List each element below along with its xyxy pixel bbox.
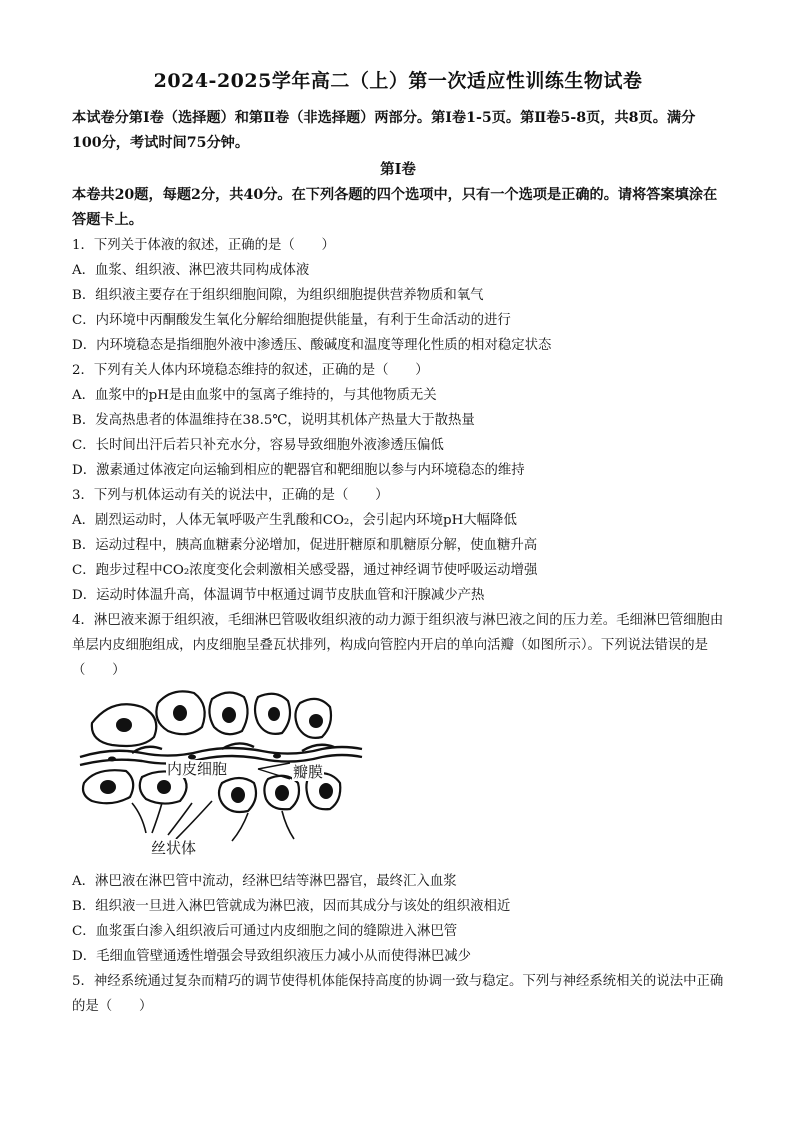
question-stem: 4．淋巴液来源于组织液，毛细淋巴管吸收组织液的动力源于组织液与淋巴液之间的压力差。毛细淋巴管细胞由单层内皮细胞组成，内皮细胞呈叠瓦状排列，构成向管腔内开启的单向活瓣（如图所示）。下列说法错误的是（ ） bbox=[72, 613, 724, 678]
option-d: D．内环境稳态是指细胞外液中渗透压、酸碱度和温度等理化性质的相对稳定状态 bbox=[72, 338, 552, 353]
option-d: D．激素通过体液定向运输到相应的靶器官和靶细胞以参与内环境稳态的维持 bbox=[72, 463, 525, 478]
label-endothelial-cell: 内皮细胞 bbox=[167, 760, 228, 778]
option-b: B．运动过程中，胰高血糖素分泌增加，促进肝糖原和肌糖原分解，使血糖升高 bbox=[72, 538, 538, 553]
lymph-capillary-figure bbox=[72, 683, 372, 863]
option-c: C．内环境中丙酮酸发生氧化分解给细胞提供能量，有利于生命活动的进行 bbox=[72, 313, 511, 328]
exam-title: 2024-2025学年高二（上）第一次适应性训练生物试卷 bbox=[153, 70, 643, 92]
option-a: A．血浆中的pH是由血浆中的氢离子维持的，与其他物质无关 bbox=[72, 388, 437, 403]
option-a: A．剧烈运动时，人体无氧呼吸产生乳酸和CO₂，会引起内环境pH大幅降低 bbox=[72, 513, 517, 528]
option-c: C．跑步过程中CO₂浓度变化会刺激相关感受器，通过神经调节使呼吸运动增强 bbox=[72, 563, 538, 578]
option-c: C．长时间出汗后若只补充水分，容易导致细胞外液渗透压偏低 bbox=[72, 438, 444, 453]
option-c: C．血浆蛋白渗入组织液后可通过内皮细胞之间的缝隙进入淋巴管 bbox=[72, 924, 458, 939]
question-3 bbox=[72, 483, 724, 608]
question-1 bbox=[72, 233, 724, 358]
question-2 bbox=[72, 358, 724, 483]
option-a: A．血浆、组织液、淋巴液共同构成体液 bbox=[72, 263, 310, 278]
exam-page bbox=[72, 68, 724, 1019]
question-stem: 1．下列关于体液的叙述，正确的是（ ） bbox=[72, 238, 335, 253]
label-valve: 瓣膜 bbox=[293, 763, 324, 781]
question-5 bbox=[72, 969, 724, 1019]
section-title: 第Ⅰ卷 bbox=[380, 161, 416, 178]
section-instructions: 本卷共20题，每题2分，共40分。在下列各题的四个选项中，只有一个选项是正确的。请将答案填涂在答题卡上。 bbox=[72, 187, 718, 228]
question-stem: 3．下列与机体运动有关的说法中，正确的是（ ） bbox=[72, 488, 389, 503]
anchoring-filaments bbox=[132, 801, 294, 841]
option-a: A．淋巴液在淋巴管中流动，经淋巴结等淋巴器官，最终汇入血浆 bbox=[72, 874, 457, 889]
exam-intro: 本试卷分第Ⅰ卷（选择题）和第Ⅱ卷（非选择题）两部分。第Ⅰ卷1-5页。第Ⅱ卷5-8页，共8页。满分100分，考试时间75分钟。 bbox=[72, 110, 696, 151]
option-b: B．发高热患者的体温维持在38.5℃，说明其机体产热量大于散热量 bbox=[72, 413, 475, 428]
option-d: D．毛细血管壁通透性增强会导致组织液压力减小从而使得淋巴减少 bbox=[72, 949, 472, 964]
option-b: B．组织液主要存在于组织细胞间隙，为组织细胞提供营养物质和氧气 bbox=[72, 288, 484, 303]
option-d: D．运动时体温升高，体温调节中枢通过调节皮肤血管和汗腺减少产热 bbox=[72, 588, 485, 603]
question-4 bbox=[72, 608, 724, 969]
label-anchoring-filament: 丝状体 bbox=[151, 839, 197, 857]
question-stem: 2．下列有关人体内环境稳态维持的叙述，正确的是（ ） bbox=[72, 363, 429, 378]
option-b: B．组织液一旦进入淋巴管就成为淋巴液，因而其成分与该处的组织液相近 bbox=[72, 899, 511, 914]
question-stem: 5．神经系统通过复杂而精巧的调节使得机体能保持高度的协调一致与稳定。下列与神经系统相关的说法中正确的是（ ） bbox=[72, 974, 724, 1014]
